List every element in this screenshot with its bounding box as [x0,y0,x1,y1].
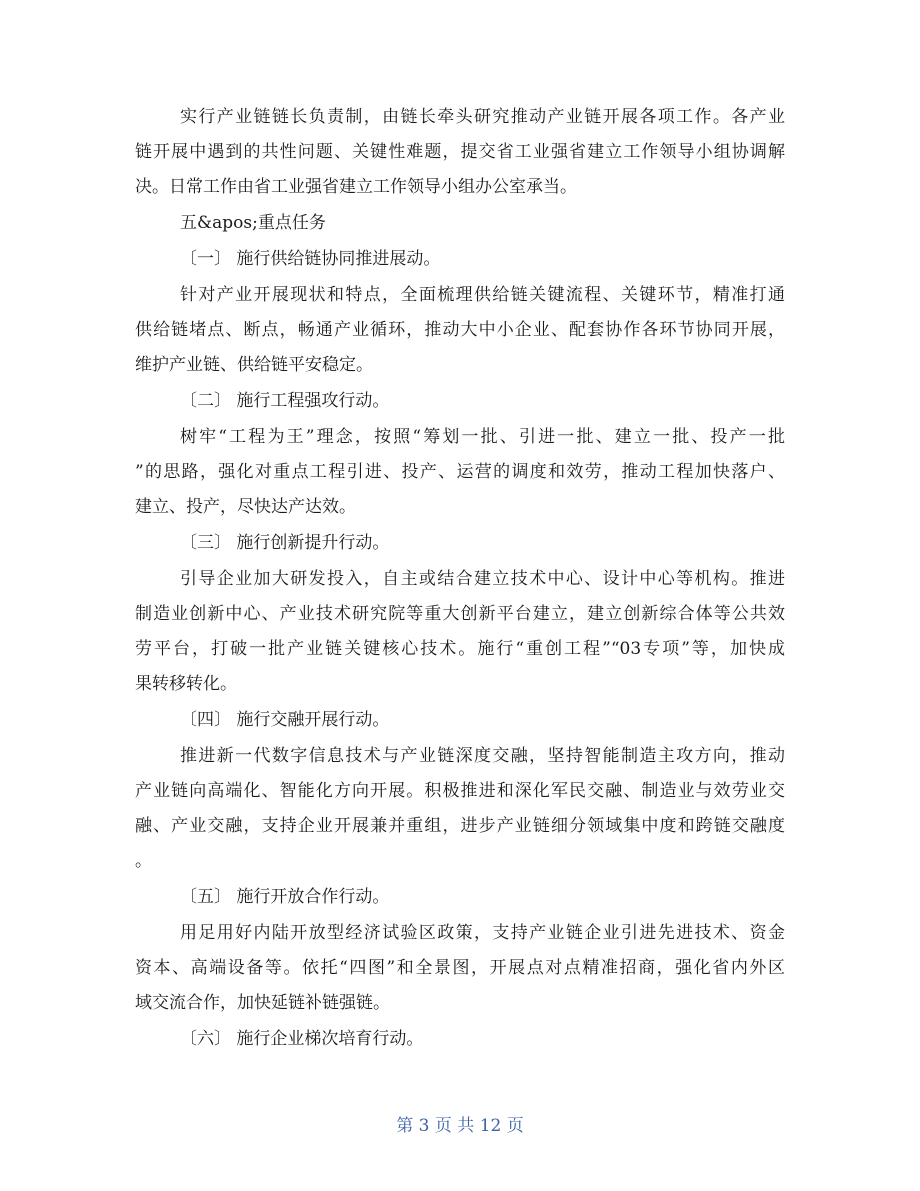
paragraph-line: 。 [135,851,152,871]
paragraph-line: 资本、高端设备等。依托“四图”和全景图，开展点对点精准招商，强化省内外区 [135,958,785,978]
heading-text: 〔一〕 施行供给链协同推进展动。 [180,249,441,269]
paragraph-line: 用足用好内陆开放型经济试验区政策，支持产业链企业引进先进技术、资金 [180,923,785,943]
paragraph-line: 产业链向高端化、智能化方向开展。积极推进和深化军民交融、制造业与效劳业交 [135,781,785,801]
paragraph-line: 制造业创新中心、产业技术研究院等重大创新平台建立，建立创新综合体等公共效 [135,604,785,624]
document-body [135,100,785,1058]
heading-text: 五&apos;重点任务 [180,213,326,233]
paragraph [135,420,785,525]
paragraph-line: 供给链堵点、断点，畅通产业循环，推动大中小企业、配套协作各环节协同开展， [135,320,785,340]
paragraph-line: 决。日常工作由省工业强省建立工作领导小组办公室承当。 [135,177,577,197]
heading-text: 〔二〕 施行工程强攻行动。 [180,391,390,411]
paragraph [135,278,785,383]
heading-text: 〔五〕 施行开放合作行动。 [180,887,390,907]
section-heading [135,1022,785,1057]
paragraph [135,100,785,205]
paragraph-line: 果转移转化。 [135,674,237,694]
section-heading [135,880,785,915]
page-number-footer: 第 3 页 共 12 页 [396,1116,524,1136]
section-heading [135,703,785,738]
paragraph-line: 域交流合作，加快延链补链强链。 [135,993,390,1013]
paragraph-line: 链开展中遇到的共性问题、关键性难题，提交省工业强省建立工作领导小组协调解 [135,142,785,162]
heading-text: 〔三〕 施行创新提升行动。 [180,533,390,553]
paragraph-line: ”的思路，强化对重点工程引进、投产、运营的调度和效劳，推动工程加快落户、 [135,462,785,482]
paragraph-line: 实行产业链链长负责制，由链长牵头研究推动产业链开展各项工作。各产业 [180,107,785,127]
section-heading [135,242,785,277]
paragraph-line: 引导企业加大研发投入，自主或结合建立技术中心、设计中心等机构。推进 [180,569,785,589]
paragraph-line: 劳平台，打破一批产业链关键核心技术。施行“重创工程”“03专项”等，加快成 [135,639,785,659]
paragraph [135,916,785,1021]
section-heading [135,206,785,241]
paragraph-line: 建立、投产，尽快达产达效。 [135,497,356,517]
paragraph-line: 针对产业开展现状和特点，全面梳理供给链关键流程、关键环节，精准打通 [180,285,785,305]
section-heading [135,384,785,419]
paragraph-line: 推进新一代数字信息技术与产业链深度交融，坚持智能制造主攻方向，推动 [180,746,785,766]
paragraph-line: 维护产业链、供给链平安稳定。 [135,355,373,375]
heading-text: 〔四〕 施行交融开展行动。 [180,710,390,730]
section-heading [135,526,785,561]
paragraph [135,562,785,702]
heading-text: 〔六〕 施行企业梯次培育行动。 [180,1029,424,1049]
paragraph-line: 融、产业交融，支持企业开展兼并重组，进步产业链细分领域集中度和跨链交融度 [135,816,785,836]
paragraph-line: 树牢“工程为王”理念，按照“筹划一批、引进一批、建立一批、投产一批 [180,427,785,447]
paragraph [135,739,785,879]
